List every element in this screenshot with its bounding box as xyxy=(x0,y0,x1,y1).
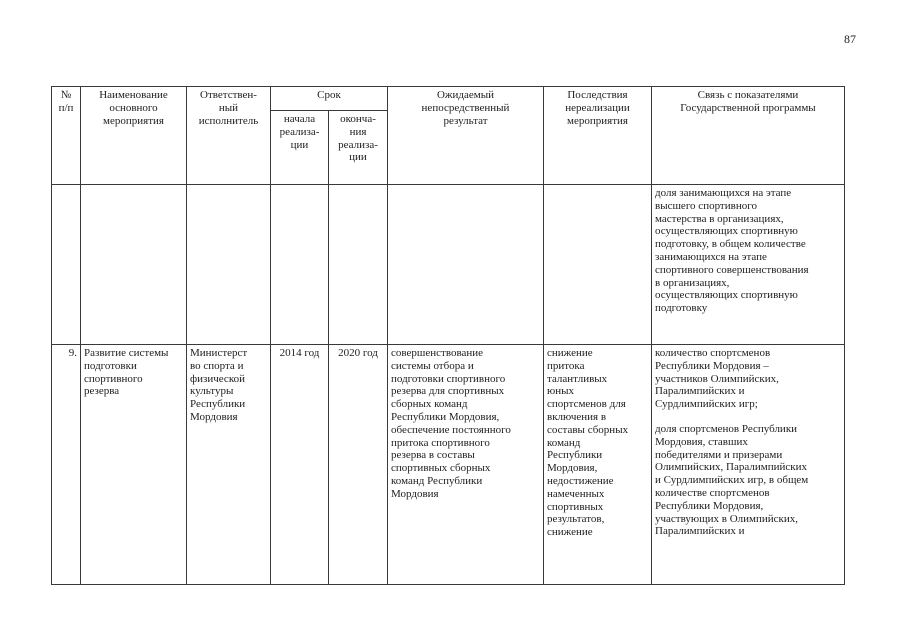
header-result: Ожидаемый непосредственный результат xyxy=(388,87,544,185)
row-start-cell xyxy=(271,185,329,345)
row-result-cell xyxy=(388,185,544,345)
table-row xyxy=(52,185,845,345)
header-name: Наименование основного мероприятия xyxy=(81,87,187,185)
header-period: Срок xyxy=(271,87,388,111)
row-end-cell xyxy=(329,185,388,345)
row-link-cell xyxy=(652,345,845,585)
header-link: Связь с показателями Государственной программы xyxy=(652,87,845,185)
header-num: № п/п xyxy=(52,87,81,185)
indicator-count-text: количество спортсменов Республики Мордовия – участников Олимпийских, Паралимпийских и Сурдлимпийских игр; xyxy=(655,347,779,411)
header-end: оконча- ния реализа- ции xyxy=(329,111,388,185)
row-num-cell xyxy=(52,185,81,345)
row-responsible-cell xyxy=(187,185,271,345)
header-responsible: Ответствен- ный исполнитель xyxy=(187,87,271,185)
header-consequences: Последствия нереализации мероприятия xyxy=(544,87,652,185)
page-number: 87 xyxy=(844,32,856,46)
row-consequences-cell: снижение притока талантливых юных спортсменов для включения в составы сборных команд Республики Мордовия, недостижение намеченных спортивных результатов, снижение xyxy=(544,345,652,585)
row-name-cell xyxy=(81,185,187,345)
row-end-cell: 2020 год xyxy=(329,345,388,585)
measures-table xyxy=(51,86,845,585)
row-name-cell: Развитие системы подготовки спортивного резерва xyxy=(81,345,187,585)
row-responsible-cell: Министерст во спорта и физической культуры Республики Мордовия xyxy=(187,345,271,585)
header-start: начала реализа- ции xyxy=(271,111,329,185)
row-result-cell: совершенствование системы отбора и подготовки спортивного резерва для спортивных сборных команд Республики Мордовия, обеспечение постоянного притока спортивного резерва в составы спортивных сборных команд Республики Мордовия xyxy=(388,345,544,585)
row-consequences-cell xyxy=(544,185,652,345)
table-row xyxy=(52,345,845,585)
indicator-share-text: доля спортсменов Республики Мордовия, ставших победителями и призерами Олимпийских, Паралимпийских и Сурдлимпийских игр, в общем количестве спортсменов Республики Мордовия, участвующих в Олимпийских, Паралимпийских и xyxy=(655,422,809,538)
row-num-cell: 9. xyxy=(52,345,81,585)
row-start-cell: 2014 год xyxy=(271,345,329,585)
row-link-cell: доля занимающихся на этапе высшего спортивного мастерства в организациях, осуществляющих спортивную подготовку, в общем количестве занимающихся на этапе спортивного совершенствования в организациях, осуществляющих спортивную подготовку xyxy=(652,185,845,345)
